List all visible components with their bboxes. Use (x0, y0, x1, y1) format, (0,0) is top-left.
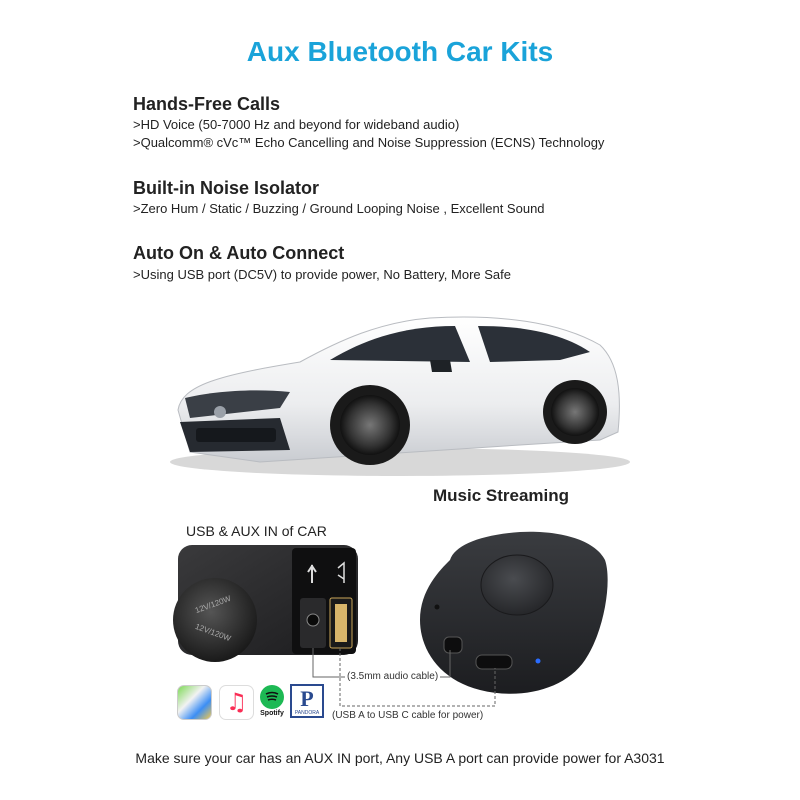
feature-heading-noise: Built-in Noise Isolator (133, 178, 320, 198)
page-title: Aux Bluetooth Car Kits (246, 36, 554, 67)
knob-label-bottom: 12V/120W (193, 621, 233, 644)
music-streaming-label: Music Streaming (433, 486, 570, 505)
music-icon: ♫ (219, 685, 254, 720)
pandora-glyph: P (300, 686, 314, 711)
feature-line-ecns: >Qualcomm® cVc™ Echo Cancelling and Noise Suppression (ECNS) Technology (133, 135, 605, 150)
knob-label-top: 12V/120W (193, 593, 233, 616)
aux-cable-label: (3.5mm audio cable) (347, 671, 439, 682)
pandora-icon (290, 684, 324, 718)
feature-heading-calls: Hands-Free Calls (133, 94, 281, 114)
usb-cable-label: (USB A to USB C cable for power) (332, 710, 484, 721)
feature-line-noise: >Zero Hum / Static / Buzzing / Ground Looping Noise , Excellent Sound (133, 201, 545, 216)
feature-line-auto: >Using USB port (DC5V) to provide power, No Battery, More Safe (133, 267, 512, 282)
footer-note: Make sure your car has an AUX IN port, Any USB A port can provide power for A3031 (135, 750, 665, 766)
maps-icon (177, 685, 212, 720)
usb-aux-label: USB & AUX IN of CAR (186, 523, 327, 539)
feature-heading-auto: Auto On & Auto Connect (133, 243, 345, 263)
pandora-label: PANDORA (294, 710, 320, 716)
spotify-icon (260, 685, 284, 709)
feature-line-voice: >HD Voice (50-7000 Hz and beyond for wideband audio) (133, 117, 460, 132)
spotify-label: Spotify (260, 710, 284, 717)
